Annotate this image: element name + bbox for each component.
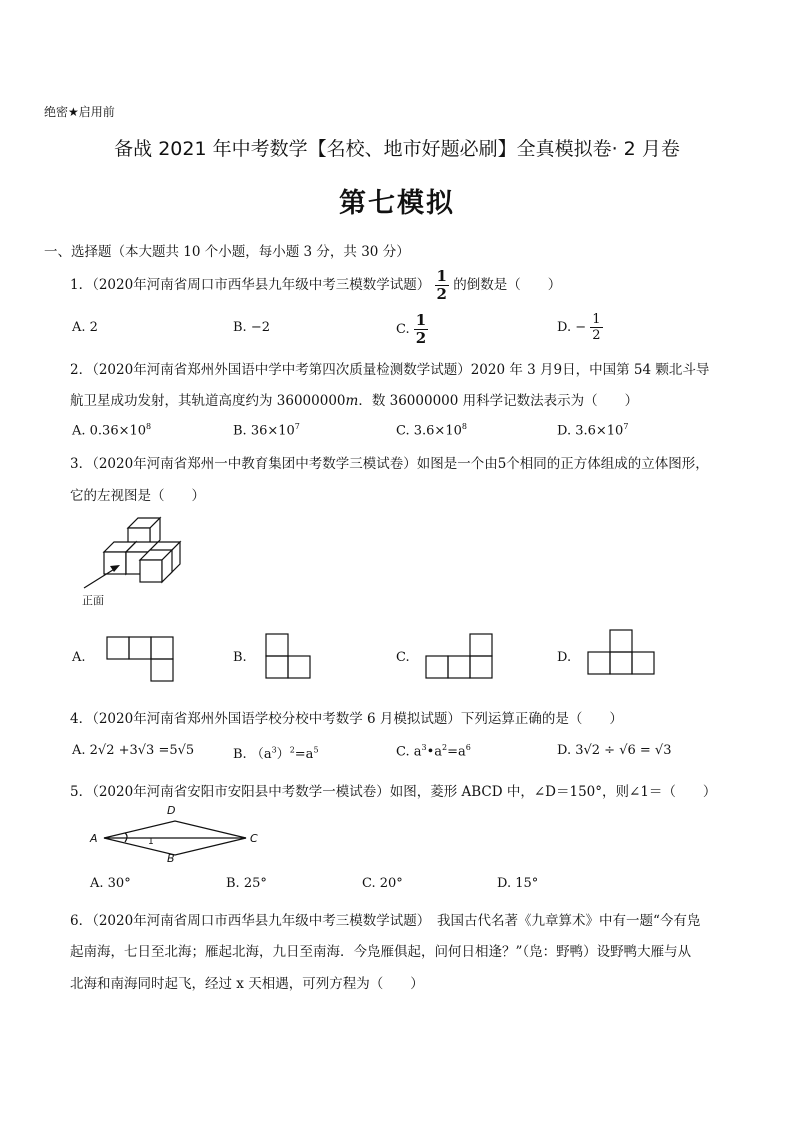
option-text: B. 36×10 (233, 423, 295, 439)
option-exponent: 2 (289, 745, 295, 755)
q2-text-post: ．数 36000000 用科学记数法表示为（ ） (358, 393, 639, 409)
section-heading: 一、选择题（本大题共 10 个小题，每小题 3 分，共 30 分） (44, 244, 410, 260)
option-text: =a (294, 747, 314, 762)
q2-text-pre: 航卫星成功发射，其轨道高度约为 36000000 (70, 393, 346, 409)
question-6-line-1: 6．（2020年河南省周口市西华县九年级中考三模数学试题） 我国古代名著《九章算术》中有一题“今有凫 (70, 913, 701, 929)
option-text: •a (426, 744, 443, 760)
option-label: C. (396, 322, 410, 337)
question-3-line-1: 3．（2020年河南省郑州一中教育集团中考数学三模试卷）如图是一个由5个相同的正方体组成的立体图形， (70, 456, 709, 472)
vertex-a-label: A (90, 832, 98, 845)
question-1-tail: 的倒数是（ ） (453, 277, 562, 293)
vertex-c-label: C (250, 832, 258, 845)
option-text: B. （a (233, 747, 272, 762)
exam-subtitle: 第七模拟 (339, 188, 455, 219)
option-exponent: 3 (421, 743, 427, 752)
q5-option-d[interactable]: D. 15° (497, 876, 539, 891)
q4-option-a[interactable]: A. 2√2 +3√3 =5√5 (72, 743, 195, 758)
q4-option-d[interactable]: D. 3√2 ÷ √6 = √3 (557, 743, 672, 758)
fraction-denominator: 2 (436, 285, 447, 303)
option-exponent: 7 (294, 422, 300, 431)
question-1-stem: 1．（2020年河南省周口市西华县九年级中考三模数学试题） (70, 277, 431, 293)
q2-unit: m (345, 393, 359, 409)
question-3-line-2: 它的左视图是（ ） (70, 488, 205, 504)
fraction-numerator: 1 (436, 267, 447, 285)
q1-option-a[interactable]: A. 2 (72, 320, 98, 335)
fraction-denominator: 2 (415, 329, 427, 347)
vertex-b-label: B (167, 852, 175, 865)
fraction-numerator: 1 (592, 312, 601, 327)
front-label: 正面 (82, 594, 104, 607)
option-label: D. − (557, 320, 587, 335)
confidential-mark: 绝密★启用前 (44, 105, 115, 119)
option-text: C. 3.6×10 (396, 423, 462, 439)
q5-option-b[interactable]: B. 25° (226, 876, 267, 891)
q3-option-a[interactable]: A. (72, 650, 86, 665)
option-exponent: 6 (465, 743, 471, 752)
vertex-d-label: D (167, 804, 176, 817)
option-text: A. 0.36×10 (72, 423, 147, 439)
option-text: =a (447, 744, 466, 760)
option-text: ） (276, 747, 290, 762)
q3-option-d[interactable]: D. (557, 650, 572, 665)
angle-1-label: 1 (148, 837, 154, 847)
question-6-line-2: 起南海，七日至北海；雁起北海，九日至南海．今凫雁俱起，问何日相逢？”（凫：野鸭）设野鸭大雁与从 (70, 944, 692, 960)
question-4-stem: 4．（2020年河南省郑州外国语学校分校中考数学 6 月模拟试题）下列运算正确的是（ ） (70, 711, 623, 727)
option-exponent: 2 (442, 743, 448, 752)
option-exponent: 7 (623, 422, 629, 431)
option-text: D. 3.6×10 (557, 423, 624, 439)
question-5-stem: 5．（2020年河南省安阳市安阳县中考数学一模试卷）如图，菱形 ABCD 中，∠D＝150°，则∠1＝（ ） (70, 784, 717, 800)
q1-option-b[interactable]: B. −2 (233, 320, 270, 335)
option-exponent: 5 (313, 745, 319, 755)
exam-title: 备战 2021 年中考数学【名校、地市好题必刷】全真模拟卷· 2 月卷 (114, 138, 680, 160)
q3-option-b[interactable]: B. (233, 650, 247, 665)
option-exponent: 8 (146, 422, 152, 431)
q5-option-a[interactable]: A. 30° (90, 876, 131, 891)
option-exponent: 3 (271, 745, 277, 755)
question-2-line-1: 2．（2020年河南省郑州外国语中学中考第四次质量检测数学试题）2020 年 3 月9日，中国第 54 颗北斗导 (70, 362, 710, 378)
option-text: C. a (396, 744, 422, 760)
fraction-denominator: 2 (592, 328, 601, 343)
question-6-line-3: 北海和南海同时起飞，经过 x 天相遇，可列方程为（ ） (70, 976, 424, 992)
q5-option-c[interactable]: C. 20° (362, 876, 403, 891)
q3-option-c[interactable]: C. (396, 650, 410, 665)
option-exponent: 8 (461, 422, 467, 431)
fraction-numerator: 1 (415, 311, 427, 329)
